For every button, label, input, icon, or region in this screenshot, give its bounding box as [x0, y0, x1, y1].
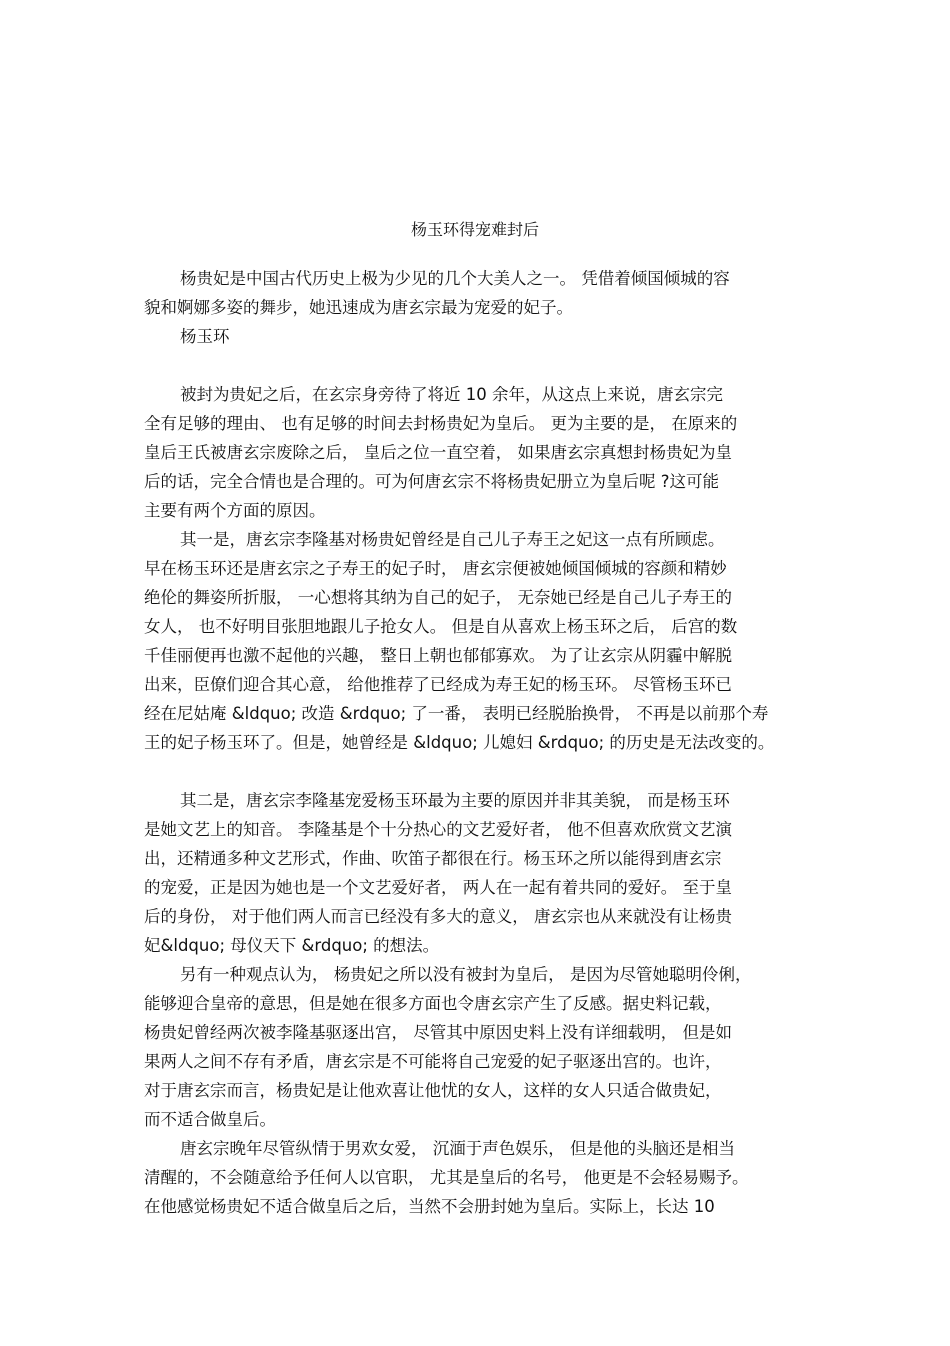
text-line: 女人， 也不好明目张胆地跟儿子抢女人。 但是自从喜欢上杨玉环之后， 后宫的数	[144, 617, 738, 636]
text-line: 后的话，完全合情也是合理的。可为何唐玄宗不将杨贵妃册立为皇后呢 ?这可能	[144, 472, 720, 491]
text-line: 主要有两个方面的原因。	[144, 501, 326, 520]
text-line: 而不适合做皇后。	[144, 1110, 276, 1129]
text-line: 杨贵妃曾经两次被李隆基驱逐出宫， 尽管其中原因史料上没有详细载明， 但是如	[144, 1023, 732, 1042]
text-line: 清醒的，不会随意给予任何人以官职， 尤其是皇后的名号， 他更是不会轻易赐予。	[144, 1168, 749, 1187]
text-line: 千佳丽便再也激不起他的兴趣， 整日上朝也郁郁寡欢。 为了让玄宗从阴霾中解脱	[144, 646, 732, 665]
text-line: 全有足够的理由、 也有足够的时间去封杨贵妃为皇后。 更为主要的是， 在原来的	[144, 414, 738, 433]
text-line: 唐玄宗晚年尽管纵情于男欢女爱， 沉湎于声色娱乐， 但是他的头脑还是相当	[180, 1139, 735, 1158]
text-line: 另有一种观点认为， 杨贵妃之所以没有被封为皇后， 是因为尽管她聪明伶俐，	[180, 965, 752, 984]
text-line: 的宠爱，正是因为她也是一个文艺爱好者， 两人在一起有着共同的爱好。 至于皇	[144, 878, 732, 897]
text-line: 出，还精通多种文艺形式，作曲、吹笛子都很在行。杨玉环之所以能得到唐玄宗	[144, 849, 722, 868]
text-line: 对于唐玄宗而言，杨贵妃是让他欢喜让他忧的女人，这样的女人只适合做贵妃，	[144, 1081, 722, 1100]
text-line: 其一是，唐玄宗李隆基对杨贵妃曾经是自己儿子寿王之妃这一点有所顾虑。	[180, 530, 725, 549]
text-line: 被封为贵妃之后，在玄宗身旁待了将近 10 余年，从这点上来说，唐玄宗完	[180, 385, 723, 404]
text-line: 后的身份， 对于他们两人而言已经没有多大的意义， 唐玄宗也从来就没有让杨贵	[144, 907, 732, 926]
text-line: 其二是，唐玄宗李隆基宠爱杨玉环最为主要的原因并非其美貌， 而是杨玉环	[180, 791, 730, 810]
text-line: 果两人之间不存有矛盾，唐玄宗是不可能将自己宠爱的妃子驱逐出宫的。也许，	[144, 1052, 722, 1071]
text-line: 王的妃子杨玉环了。但是，她曾经是 &ldquo; 儿媳妇 &rdquo; 的历史是无法改变的。	[144, 733, 775, 752]
blank-line	[144, 351, 808, 380]
text-line: 早在杨玉环还是唐玄宗之子寿王的妃子时， 唐玄宗便被她倾国倾城的容颜和精妙	[144, 559, 727, 578]
text-line: 在他感觉杨贵妃不适合做皇后之后，当然不会册封她为皇后。实际上，长达 10	[144, 1197, 715, 1216]
text-line: 妃&ldquo; 母仪天下 &rdquo; 的想法。	[144, 936, 440, 955]
document-title: 杨玉环得宠难封后	[410, 220, 539, 239]
text-line: 杨贵妃是中国古代历史上极为少见的几个大美人之一。 凭借着倾国倾城的容	[180, 269, 730, 288]
text-line: 貌和婀娜多姿的舞步，她迅速成为唐玄宗最为宠爱的妃子。	[144, 298, 573, 317]
text-line: 杨玉环	[180, 327, 230, 346]
blank-line	[144, 757, 808, 786]
text-line: 出来，臣僚们迎合其心意， 给他推荐了已经成为寿王妃的杨玉环。 尽管杨玉环已	[144, 675, 732, 694]
text-line: 皇后王氏被唐玄宗废除之后， 皇后之位一直空着， 如果唐玄宗真想封杨贵妃为皇	[144, 443, 732, 462]
text-line: 能够迎合皇帝的意思，但是她在很多方面也令唐玄宗产生了反感。据史料记载，	[144, 994, 722, 1013]
text-line: 是她文艺上的知音。 李隆基是个十分热心的文艺爱好者， 他不但喜欢欣赏文艺演	[144, 820, 732, 839]
text-line: 绝伦的舞姿所折服， 一心想将其纳为自己的妃子， 无奈她已经是自己儿子寿王的	[144, 588, 732, 607]
document-body	[144, 264, 808, 1221]
text-line: 经在尼姑庵 &ldquo; 改造 &rdquo; 了一番， 表明已经脱胎换骨， 不再是以前那个寿	[144, 704, 769, 723]
